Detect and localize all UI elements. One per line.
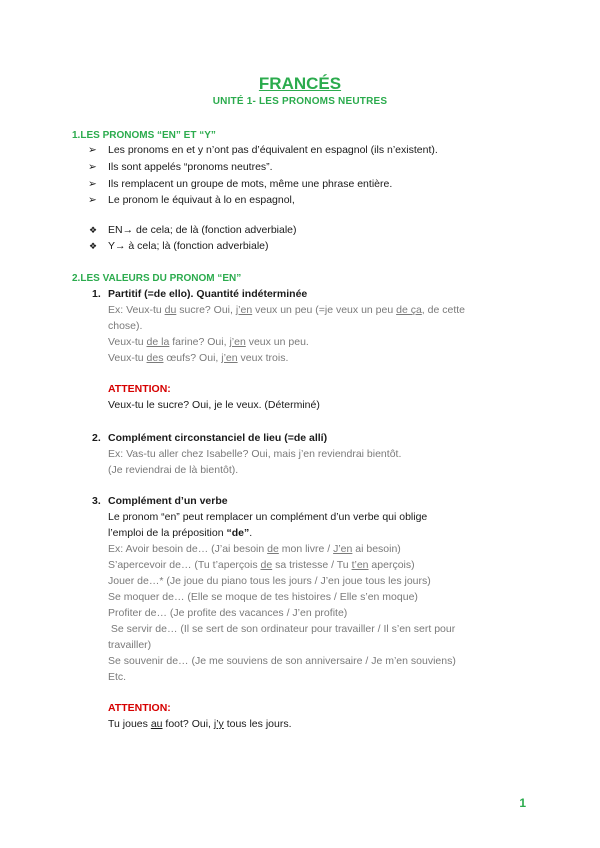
item-2-example-1: Ex: Vas-tu aller chez Isabelle? Oui, mais j’en reviendrai bientôt. [108,448,402,460]
item-1-attention-text: Veux-tu le sucre? Oui, je le veux. (Déterminé) [108,399,320,411]
item-3-attention-text: Tu joues au foot? Oui, j’y tous les jours. [108,718,292,730]
item-3-example-6: Se servir de… (Il se sert de son ordinateur pour travailler / Il s’en sert pour [108,623,456,635]
unit-prefix: UNITÉ 1- [212,96,259,107]
bullet-3: Ils remplacent un groupe de mots, même une phrase entière. [108,178,393,190]
item-1-example-1: Ex: Veux-tu du sucre? Oui, j’en veux un peu (=je veux un peu de ça, de cette [108,304,465,316]
item-3-example-5: Profiter de… (Je profite des vacances / J’en profite) [108,607,348,619]
item-3-example-2: S’apercevoir de… (Tu t’aperçois de sa tristesse / Tu t’en aperçois) [108,559,415,571]
page-title: FRANCÉS [258,74,342,93]
item-2-number: 2. [92,432,101,444]
item-3-example-3: Jouer de…* (Je joue du piano tous les jours / J’en joue tous les jours) [108,575,431,587]
item-3-example-6-cont: travailler) [108,639,152,651]
diamond-bullet-icon: ❖ [89,241,98,251]
section-2-heading: 2.LES VALEURS DU PRONOM “EN” [72,273,242,284]
item-3-example-7: Se souvenir de… (Je me souviens de son anniversaire / Je m’en souviens) [108,655,456,667]
section-1-heading: 1.LES PRONOMS “EN” ET “Y” [72,130,216,141]
diamond-item-en: EN→ de cela; de là (fonction adverbiale) [108,224,297,236]
bullet-2: Ils sont appelés “pronoms neutres”. [108,161,273,173]
bullet-1: Les pronoms en et y n’ont pas d’équivalent en espagnol (ils n’existent). [108,144,438,156]
bullet-4: Le pronom le équivaut à lo en espagnol, [108,194,295,206]
item-3-attention-label: ATTENTION: [108,702,171,714]
arrow-bullet-icon: ➢ [88,161,97,173]
arrow-bullet-icon: ➢ [88,178,97,190]
item-1-attention-label: ATTENTION: [108,383,171,395]
item-3-desc-1: Le pronom “en” peut remplacer un complément d’un verbe qui oblige [108,511,428,523]
item-3-desc-2: l’emploi de la préposition “de”. [108,527,253,539]
item-2-title: Complément circonstanciel de lieu (=de allí) [108,432,328,444]
unit-name: LES PRONOMS NEUTRES [258,96,388,107]
item-1-example-3: Veux-tu des œufs? Oui, j’en veux trois. [108,352,289,364]
item-1-number: 1. [92,288,101,300]
item-1-title: Partitif (=de ello). Quantité indéterminée [108,288,308,300]
page-number: 1 [519,796,526,810]
unit-subtitle [0,96,600,107]
item-1-example-1-cont: chose). [108,320,143,332]
item-3-example-1: Ex: Avoir besoin de… (J’ai besoin de mon livre / J’en ai besoin) [108,543,401,555]
item-3-example-4: Se moquer de… (Elle se moque de tes histoires / Elle s’en moque) [108,591,418,603]
item-1-example-2: Veux-tu de la farine? Oui, j’en veux un peu. [108,336,309,348]
arrow-bullet-icon: ➢ [88,194,97,206]
item-3-title: Complément d’un verbe [108,495,228,507]
arrow-bullet-icon: ➢ [88,144,97,156]
item-2-example-2: (Je reviendrai de là bientôt). [108,464,239,476]
item-3-number: 3. [92,495,101,507]
item-3-example-8: Etc. [108,671,127,683]
diamond-bullet-icon: ❖ [89,225,98,235]
diamond-item-y: Y→ à cela; là (fonction adverbiale) [108,240,269,252]
